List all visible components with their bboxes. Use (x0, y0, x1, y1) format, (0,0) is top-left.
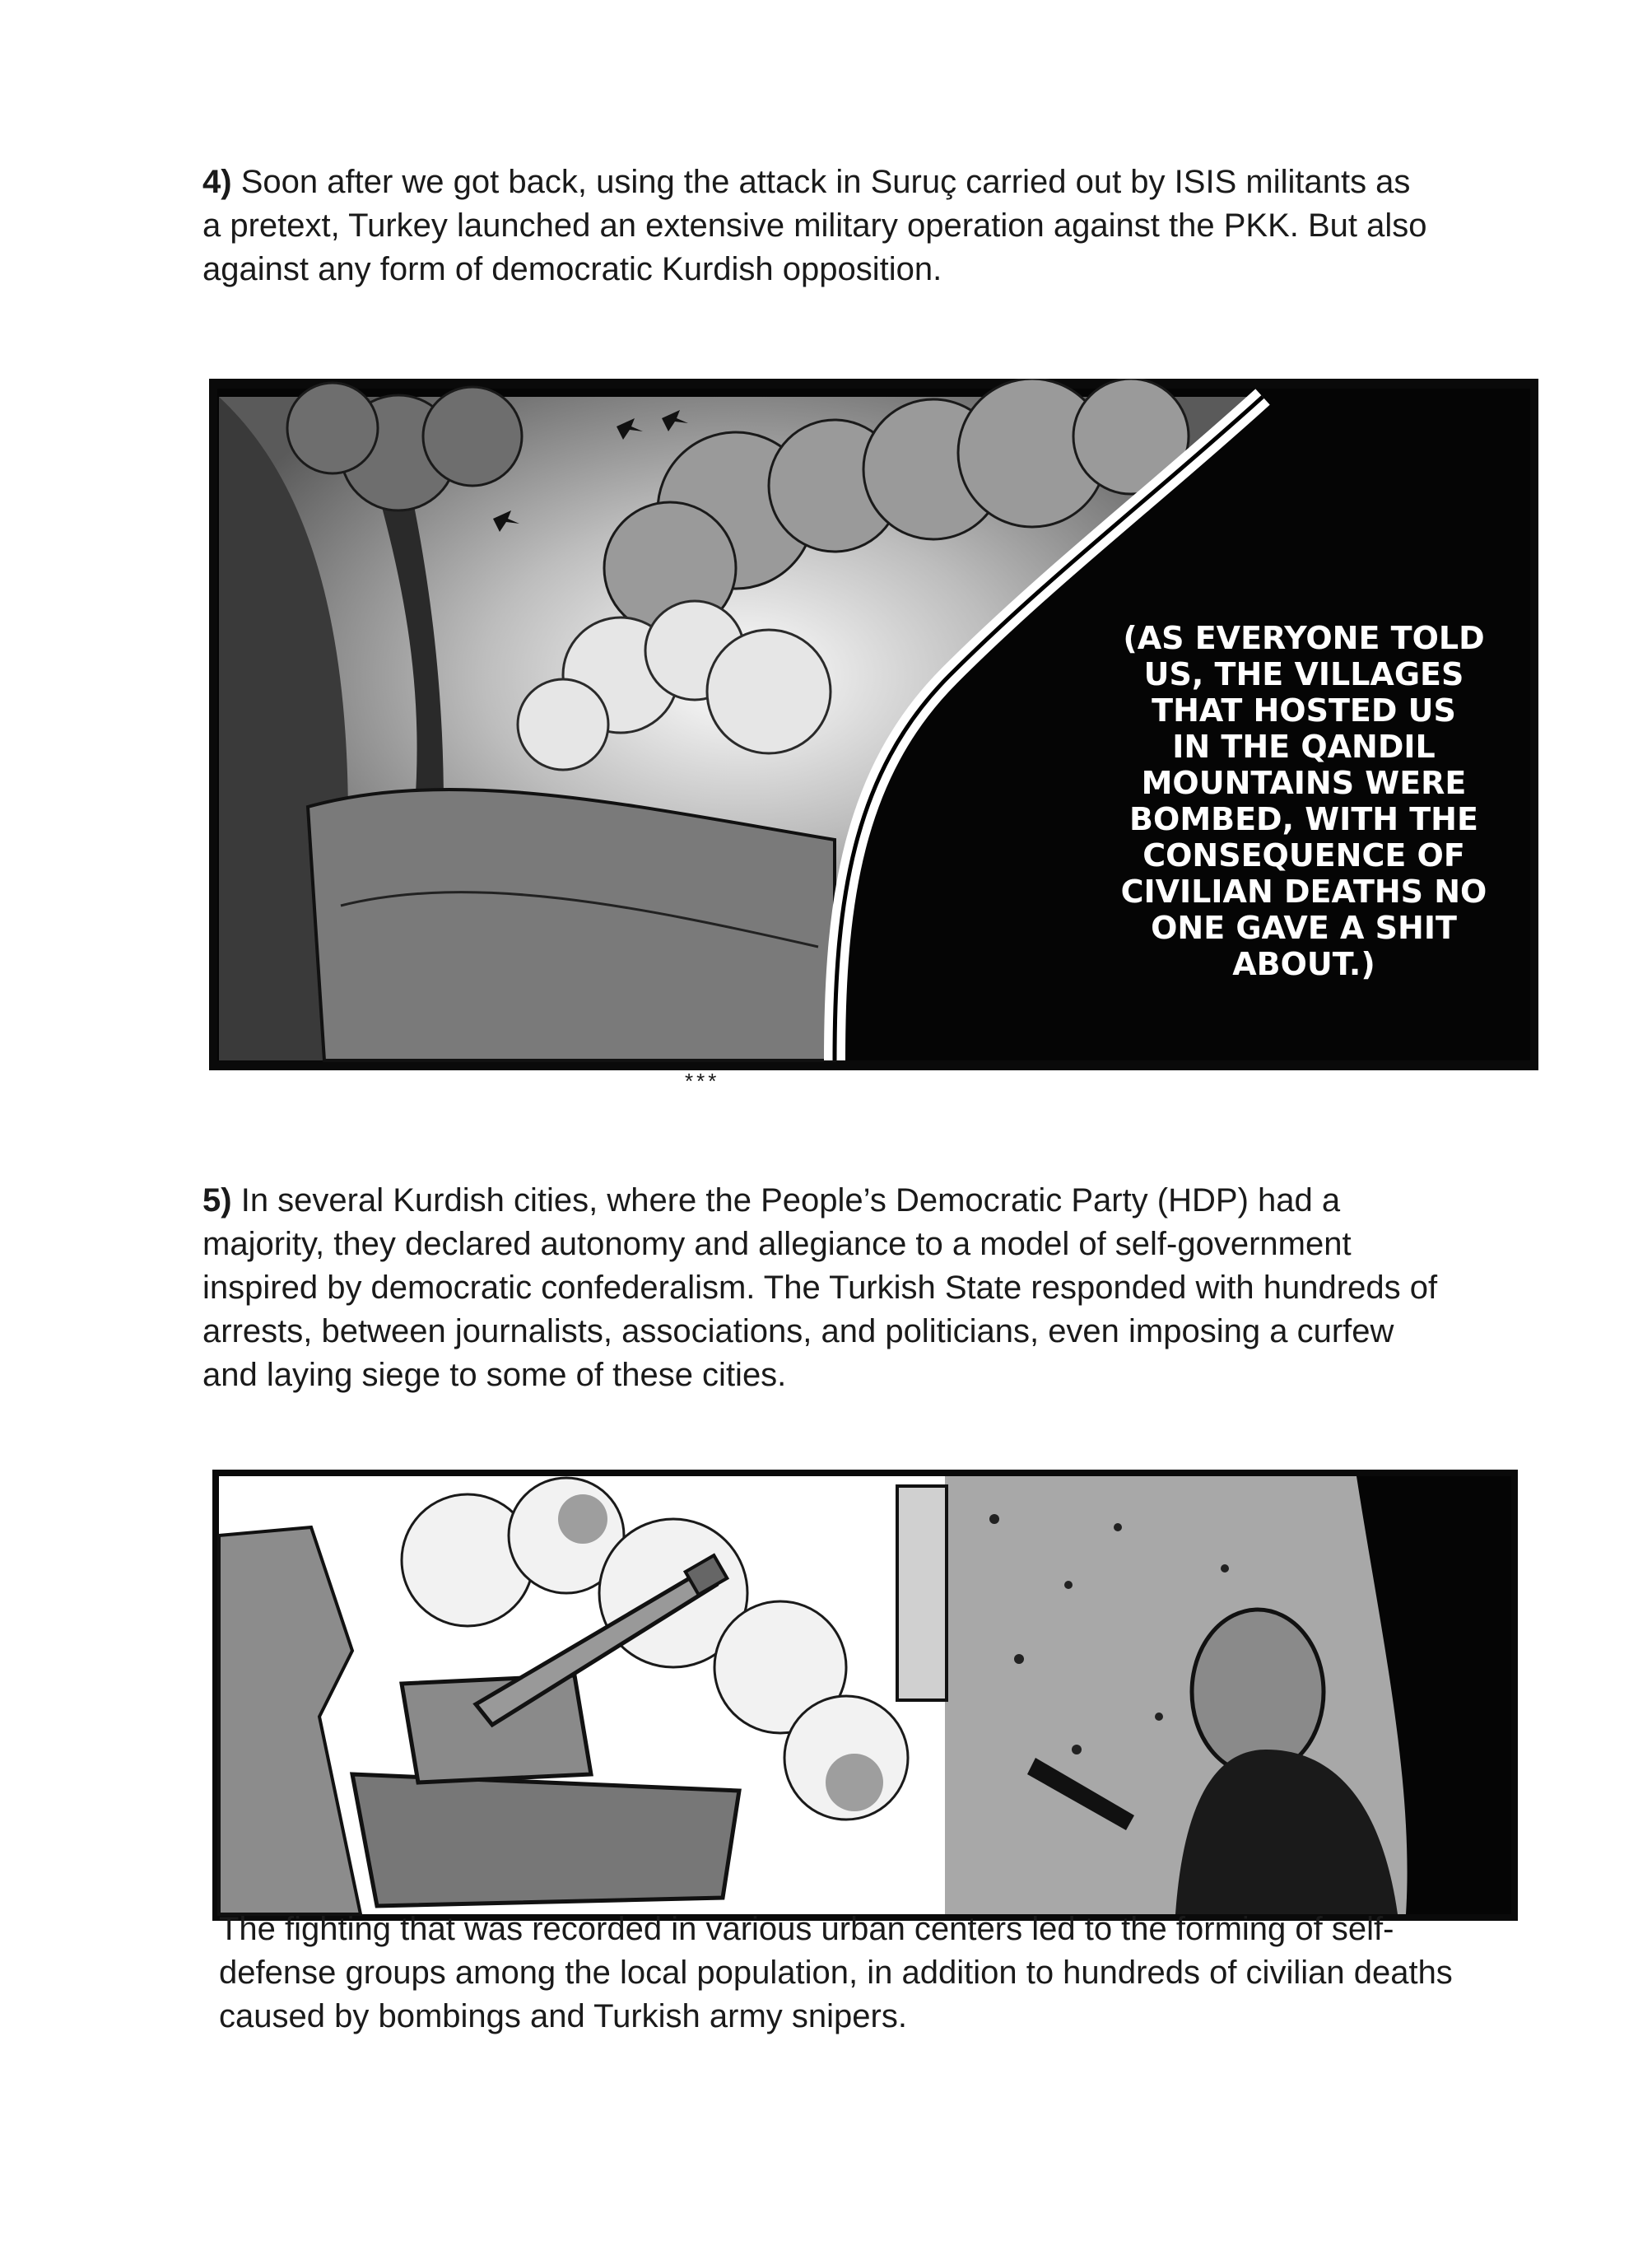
caption-line: (AS EVERYONE TOLD (1123, 620, 1485, 656)
section-4-number: 4) (202, 164, 232, 200)
caption-line: US, THE VILLAGES (1143, 656, 1464, 692)
caption-line: MOUNTAINS WERE (1141, 765, 1467, 801)
section-4-paragraph (202, 161, 1437, 291)
section-5-number: 5) (202, 1182, 232, 1219)
section-5-paragraph (202, 1179, 1454, 1397)
caption-line: CIVILIAN DEATHS NO (1120, 874, 1487, 910)
section-4-text: Soon after we got back, using the attack in Suruç carried out by ISIS militants as a pretext, Turkey launched an extensive military operation against the PKK. But also against any form of democratic Kurdish opposition. (202, 164, 1427, 287)
ruined-tower (897, 1486, 947, 1700)
section-separator: *** (685, 1069, 720, 1093)
caption-line: ABOUT.) (1232, 946, 1375, 982)
section-5-text: In several Kurdish cities, where the People’s Democratic Party (HDP) had a majority, they declared autonomy and allegiance to a model of self-government inspired by democratic confederalism. The Turkish State responded with hundreds of arrests, between journalists, associations, and politicians, even imposing a curfew and laying siege to some of these cities. (202, 1182, 1438, 1393)
caption-line: THAT HOSTED US (1152, 692, 1456, 729)
panel-qandil-bombing (209, 379, 1538, 1070)
panel-urban-fighting (212, 1470, 1518, 1921)
panel-1-caption (1121, 620, 1487, 982)
caption-line: CONSEQUENCE OF (1142, 837, 1465, 874)
caption-line: BOMBED, WITH THE (1129, 801, 1478, 837)
fields (308, 790, 835, 1060)
caption-line: IN THE QANDIL (1172, 729, 1436, 765)
panel-2-caption: The fighting that was recorded in various urban centers led to the forming of self-defense groups among the local population, in addition to hundreds of civilian deaths caused by bombings and Turkish army snipers. (219, 1911, 1453, 2034)
caption-line: ONE GAVE A SHIT (1151, 910, 1457, 946)
